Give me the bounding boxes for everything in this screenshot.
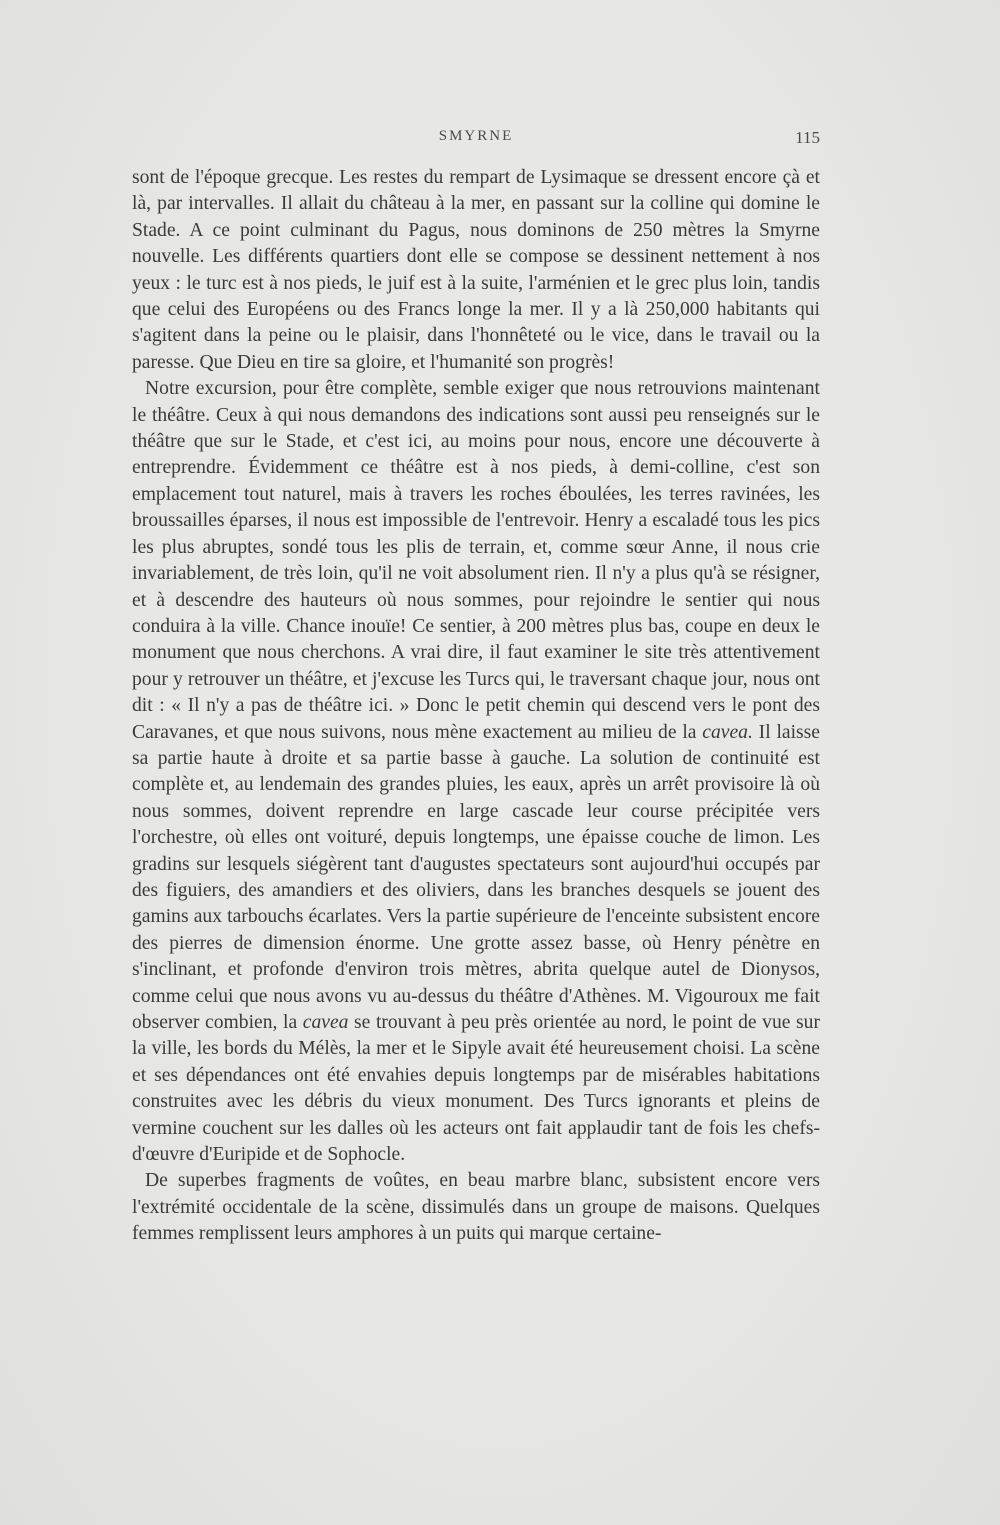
paragraph-2-part-1: Notre excursion, pour être complète, semble exiger que nous retrouvions maintenant le théâtre. Ceux à qui nous demandons des indications sont aussi peu renseignés sur le théâtre que sur le Stade, et c'est ici, au moins pour nous, encore une découverte à entreprendre. Évidemment ce théâtre est à nos pieds, à demi-colline, c'est son emplacement tout naturel, mais à travers les roches éboulées, les terres ravinées, les broussailles éparses, il nous est impossible de l'entrevoir. Henry a escaladé tous les pics les plus abruptes, sondé tous les plis de terrain, et, comme sœur Anne, il nous crie invariablement, de très loin, qu'il ne voit absolument rien. Il n'y a plus qu'à se résigner, et à descendre des hauteurs où nous sommes, pour rejoindre le sentier qui nous conduira à la ville. Chance inouïe! Ce sentier, à 200 mètres plus bas, coupe en deux le monument que nous cherchons. A vrai dire, il faut examiner le site très attentivement pour y retrouver un théâtre, et j'excuse les Turcs qui, le traversant chaque jour, nous ont dit : « Il n'y a pas de théâtre ici. » Donc le petit chemin qui descend vers le pont des Caravanes, et que nous suivons, nous mène exactement au milieu de la: [132, 378, 820, 743]
running-head: SMYRNE: [438, 128, 514, 144]
paragraph-2: [132, 376, 820, 1168]
page-number: 115: [795, 128, 820, 147]
paragraph-1: sont de l'époque grecque. Les restes du rempart de Lysimaque se dressent encore çà et là, par intervalles. Il allait du château à la mer, en passant sur la colline qui domine le Stade. A ce point culminant du Pagus, nous dominons de 250 mètres la Smyrne nouvelle. Les différents quartiers dont elle se compose se dessinent nettement à nos yeux : le turc est à nos pieds, le juif est à la suite, l'arménien et le grec plus loin, tandis que celui des Européens ou des Francs longe la mer. Il y a là 250,000 habitants qui s'agitent dans la peine ou le plaisir, dans l'honnêteté ou le vice, dans le travail ou la paresse. Que Dieu en tire sa gloire, et l'humanité son progrès!: [132, 167, 820, 373]
page-header: [132, 128, 820, 152]
italic-term-cavea: cavea.: [702, 721, 753, 743]
italic-term-cavea: cavea: [302, 1012, 349, 1033]
paragraph-2-part-3: se trouvant à peu près orientée au nord, le point de vue sur la ville, les bords du Mélès, la mer et le Sipyle avait été heureusement choisi. La scène et ses dépendances ont été envahies depuis longtemps par de misérables habitations construites avec les débris du vieux monument. Des Turcs ignorants et pleins de vermine couchent sur les dalles où les acteurs ont fait applaudir tant de fois les chefs-d'œuvre d'Euripide et de Sophocle.: [132, 1012, 820, 1166]
paragraph-3: De superbes fragments de voûtes, en beau marbre blanc, subsistent encore vers l'extrémité occidentale de la scène, dissimulés dans un groupe de maisons. Quelques femmes remplissent leurs amphores à un puits qui marque certaine-: [132, 1170, 820, 1245]
paragraph-2-part-2: Il laisse sa partie haute à droite et sa partie basse à gauche. La solution de continuité est complète et, au lendemain des grandes pluies, les eaux, après un arrêt provisoire là où nous sommes, doivent reprendre en large cascade leur course précipitée vers l'orchestre, où elles ont voituré, depuis longtemps, une épaisse couche de limon. Les gradins sur lesquels siégèrent tant d'augustes spectateurs sont aujourd'hui occupés par des figuiers, des amandiers et des oliviers, dans les branches desquels se jouent des gamins aux tarbouchs écarlates. Vers la partie supérieure de l'enceinte subsistent encore des pierres de dimension énorme. Une grotte assez basse, où Henry pénètre en s'inclinant, et profonde d'environ trois mètres, abrita quelque autel de Dionysos, comme celui que nous avons vu au-dessus du théâtre d'Athènes. M. Vigouroux me fait observer combien, la: [132, 721, 820, 1033]
body-text: [132, 165, 820, 1248]
